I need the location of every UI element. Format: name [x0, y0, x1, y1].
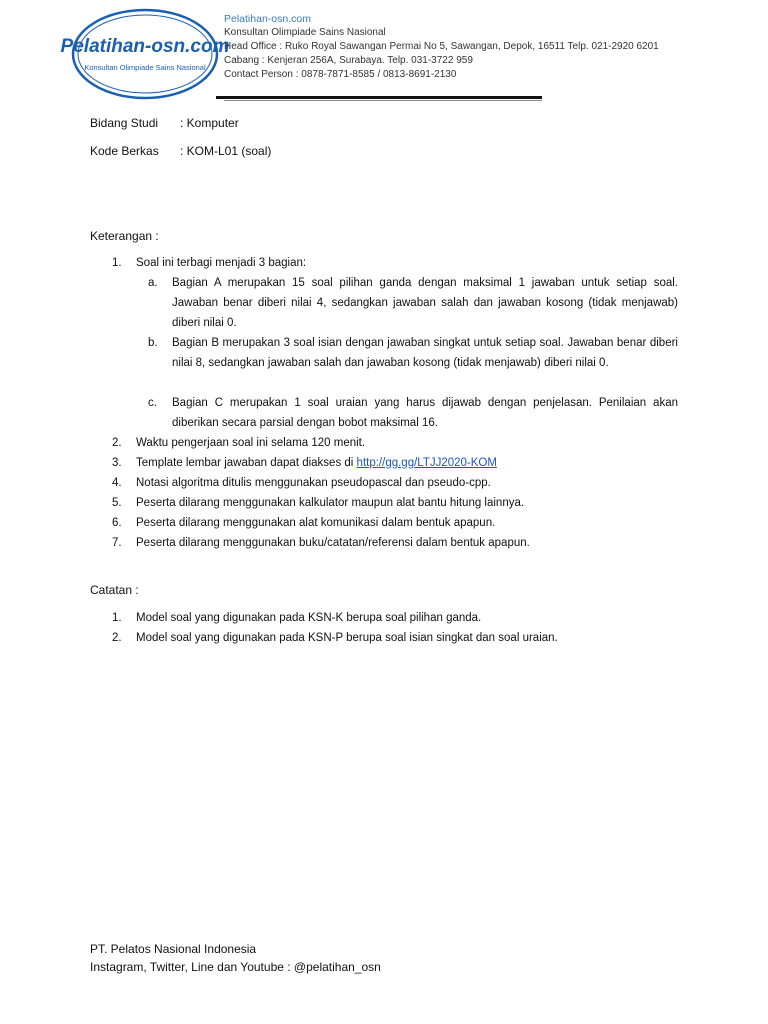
contact-person: Contact Person : 0878-7871-8585 / 0813-8691-2130: [224, 69, 457, 80]
keterangan-title: Keterangan :: [90, 229, 159, 243]
head-office: Head Office : Ruko Royal Sawangan Permai No 5, Sawangan, Depok, 16511 Telp. 021-2920 6201: [224, 41, 659, 52]
list-item-number: 6.: [112, 517, 122, 529]
sub-item-number: b.: [148, 337, 158, 349]
sub-item-text: Bagian C merupakan 1 soal uraian yang harus dijawab dengan penjelasan. Penilaian akan diberikan secara parsial dengan bobot maksimal 16.: [172, 397, 678, 429]
list-item-number: 4.: [112, 477, 122, 489]
list-item-number: 7.: [112, 537, 122, 549]
list-item-text: [136, 453, 678, 473]
list-item-text: Model soal yang digunakan pada KSN-P berupa soal isian singkat dan soal uraian.: [136, 632, 558, 644]
social-handles: Instagram, Twitter, Line dan Youtube : @pelatihan_osn: [90, 960, 381, 974]
code-label: Kode Berkas: [90, 144, 159, 158]
list-item-text: Peserta dilarang menggunakan kalkulator maupun alat bantu hitung lainnya.: [136, 497, 525, 509]
list-item-number: 1.: [112, 257, 122, 269]
company-name: PT. Pelatos Nasional Indonesia: [90, 942, 257, 956]
svg-text:Konsultan Olimpiade Sains Nasi: Konsultan Olimpiade Sains Nasional: [84, 63, 206, 72]
list-item-number: 2.: [112, 437, 122, 449]
header-rule-thin: [224, 100, 542, 101]
template-link[interactable]: http://gg.gg/LTJJ2020-KOM: [356, 457, 497, 469]
sub-item-text: Bagian A merupakan 15 soal pilihan ganda dengan maksimal 1 jawaban untuk setiap soal. Jawaban benar diberi nilai 4, sedangkan jawaban salah dan jawaban kosong (tidak menjawab) diberi nilai 0.: [172, 277, 678, 329]
list-item-text: Soal ini terbagi menjadi 3 bagian:: [136, 257, 307, 269]
list-item-number: 2.: [112, 632, 122, 644]
list-item-text: Notasi algoritma ditulis menggunakan pseudopascal dan pseudo-cpp.: [136, 477, 491, 489]
list-item-text: Peserta dilarang menggunakan buku/catatan/referensi dalam bentuk apapun.: [136, 537, 530, 549]
site-name: Pelatihan-osn.com: [224, 13, 311, 25]
template-text: Template lembar jawaban dapat diakses di: [136, 457, 357, 469]
list-item-text: Waktu pengerjaan soal ini selama 120 menit.: [136, 437, 366, 449]
catatan-title: Catatan :: [90, 583, 139, 597]
branch-office: Cabang : Kenjeran 256A, Surabaya. Telp. 031-3722 959: [224, 55, 473, 66]
field-label: Bidang Studi: [90, 116, 159, 130]
list-item-number: 5.: [112, 497, 122, 509]
sub-item-number: a.: [148, 277, 158, 289]
org-name: Konsultan Olimpiade Sains Nasional: [224, 27, 386, 38]
header-rule: [216, 96, 542, 99]
field-value: : Komputer: [180, 116, 239, 130]
footer: [90, 940, 381, 976]
list-item-text: Model soal yang digunakan pada KSN-K berupa soal pilihan ganda.: [136, 612, 482, 624]
sub-item-text: Bagian B merupakan 3 soal isian dengan jawaban singkat untuk setiap soal. Jawaban benar diberi nilai 8, sedangkan jawaban salah dan jawaban kosong (tidak menjawab) diberi nilai 0.: [172, 337, 678, 369]
list-item-number: 3.: [112, 457, 122, 469]
sub-item-number: c.: [148, 397, 157, 409]
header-info: [224, 12, 659, 82]
code-value: : KOM-L01 (soal): [180, 144, 272, 158]
list-item-text: Peserta dilarang menggunakan alat komunikasi dalam bentuk apapun.: [136, 517, 496, 529]
company-logo: [60, 8, 230, 100]
list-item-number: 1.: [112, 612, 122, 624]
svg-text:Pelatihan-osn.com: Pelatihan-osn.com: [60, 36, 230, 57]
